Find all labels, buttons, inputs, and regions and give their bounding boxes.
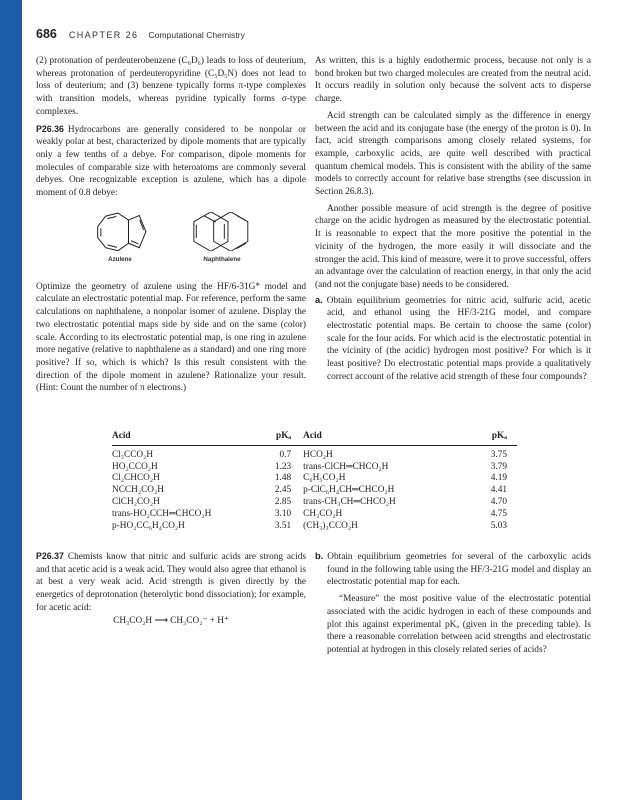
pka-value: 4.41	[490, 485, 507, 496]
acid-name: p-ClC₆H₄CH═CHCO₂H	[303, 485, 395, 496]
acid-name: trans-HO₂CCH═CHCO₂H	[112, 508, 212, 519]
part-b-text: Obtain equilibrium geometries for several of the carboxylic acids found in the following table using the HF/3-21G model and display an electrostatic potential map for each.	[327, 552, 591, 588]
problem-number: P26.37	[36, 551, 64, 561]
problem-text: Chemists know that nitric and sulfuric acids are strong acids and that acetic acid is a weak acid. They would also agree that ethanol is at best a very weak acid. Acid strength is given directly by the energetics of deprotonation (heterolytic bond dissociation); for example, for acetic acid:	[36, 552, 306, 613]
table-header-row	[112, 430, 517, 445]
pka-value: 3.51	[274, 520, 292, 531]
azulene-structure-icon	[87, 212, 153, 251]
azulene-label: Azulene	[108, 256, 132, 264]
naphthalene-structure-icon	[189, 212, 255, 251]
problem-26-36	[36, 123, 306, 200]
left-column	[36, 55, 306, 395]
continued-paragraph: (2) protonation of perdeuterobenzene (C₆D₆) leads to loss of deuterium, whereas protonation of perdeuteropyridine (C₅D₅N) does not lead to loss of deuterium; and (3) benzene typically forms π-type complexes with transition models, whereas pyridine typically forms σ-type complexes.	[36, 56, 306, 117]
deprotonation-equation: CH₃CO₂H ⟶ CH₃CO₂⁻ + H⁺	[113, 615, 229, 626]
part-b	[315, 550, 591, 589]
problem-text: Hydrocarbons are generally considered to be nonpolar or weakly polar at best, characterized by dipole moments that are typically only a few tenths of a debye. For comparison, dipole moments for molecules of comparable size with heteroatoms are commonly several debyes. One recognizable exception is azulene, which has a dipole moment of 0.8 debye:	[36, 124, 306, 199]
problem-26-36-continued: Optimize the geometry of azulene using the HF/6-31G* model and calculate an electrostatic potential map. For reference, perform the same calculations on naphthalene, a nonpolar isomer of azulene. Display the two electrostatic potential maps side by side and on the same (color) scale. According to its electrostatic potential map, is one ring in azulene more negative (relative to naphthalene as a standard) and one ring more positive? If so, which is which? Is this result consistent with the direction of the dipole moment in azulene? Rationalize your result. (Hint: Count the number of π electrons.)	[36, 281, 306, 394]
pka-table	[112, 430, 517, 532]
table-row	[112, 485, 517, 497]
part-a-label: a.	[315, 294, 323, 305]
naphthalene-figure	[189, 212, 255, 267]
pka-value: 2.85	[274, 496, 292, 507]
molecule-figure	[36, 212, 306, 267]
table-row	[112, 521, 517, 533]
part-a	[315, 294, 591, 384]
part-a-text: Obtain equilibrium geometries for nitric acid, sulfuric acid, acetic acid, and ethanol using the HF/3-21G model, and compare electrostatic potential maps. Be certain to choose the same (color) scale for the four acids. For which acid is the electrostatic potential in the vicinity of (the acidic) hydrogen most positive? For which is it least positive? Do electrostatic potential maps provide a qualitatively correct account of the relative acid strength of these four compounds?	[326, 295, 591, 382]
pka-value: 4.19	[490, 473, 507, 484]
right-paragraph-2: Acid strength can be calculated simply as the difference in energy between the acid and its conjugate base (the energy of the proton is 0). In fact, acid strength comparisons among closely related systems, for example, carboxylic acids, are quite well described with practical quantum chemical models. This is consistent with the ability of the same models to correctly account for relative base strengths (see discussion in Section 26.8.3).	[315, 110, 591, 198]
right-paragraph-1: As written, this is a highly endothermic process, because not only is a bond broken but two charged molecules are created from the neutral acid. It occurs readily in solution only because the solvent acts to disperse charge.	[315, 56, 591, 105]
pka-value: 0.7	[279, 449, 292, 460]
acid-name: HO₂CCO₂H	[112, 461, 158, 472]
acid-name: C₆H₅CO₂H	[303, 473, 346, 484]
part-b-label: b.	[315, 551, 324, 561]
acid-name: Cl₂CHCO₂H	[112, 473, 160, 484]
acid-name: trans-CH₃CH═CHCO₂H	[303, 496, 396, 507]
pka-value: 2.45	[274, 485, 292, 496]
page-number: 686	[36, 27, 57, 41]
azulene-figure	[87, 212, 153, 267]
acid-name: p-HO₂CC₆H₄CO₂H	[112, 520, 185, 531]
left-column-bottom	[36, 550, 306, 627]
pka-value: 3.75	[490, 449, 507, 460]
pka-value: 3.10	[274, 508, 292, 519]
running-header	[36, 25, 245, 45]
table-header-acid-2: Acid	[303, 430, 446, 445]
table-header-acid-1: Acid	[112, 430, 256, 445]
acid-name: Cl₃CCO₂H	[112, 449, 154, 460]
pka-value: 4.75	[490, 508, 507, 519]
problem-26-37	[36, 550, 306, 615]
pka-value: 4.70	[490, 496, 507, 507]
chapter-title: Computational Chemistry	[148, 30, 245, 40]
acid-name: NCCH₂CO₂H	[112, 485, 164, 496]
naphthalene-label: Naphthalene	[203, 256, 241, 264]
chapter-label: CHAPTER 26	[68, 30, 139, 40]
table-row	[112, 445, 517, 461]
table-header-pka-1: pKₐ	[256, 430, 303, 445]
table-row	[112, 462, 517, 474]
pka-value: 5.03	[490, 520, 507, 531]
table-row	[112, 509, 517, 521]
right-paragraph-3: Another possible measure of acid strength is the degree of positive charge on the acidic hydrogen as measured by the electrostatic potential. It is reasonable to expect that the more positive the potential in the vicinity of the hydrogen, the more easily it will dissociate and the stronger the acid. This kind of measure, were it to prove successful, offers an advantage over the calculation of reaction energy, in that only the acid (and not the conjugate base) needs to be considered.	[315, 203, 591, 290]
acid-name: trans-ClCH═CHCO₂H	[303, 461, 389, 472]
acid-name: HCO₂H	[303, 449, 333, 460]
table-row	[112, 497, 517, 509]
acid-name: CH₃CO₂H	[303, 508, 343, 519]
pka-value: 1.23	[274, 461, 292, 472]
table-header-pka-2: pKₐ	[446, 430, 517, 445]
right-column	[315, 55, 591, 384]
pka-value: 1.48	[274, 473, 292, 484]
part-b-continued: “Measure” the most positive value of the electrostatic potential associated with the acidic hydrogen in each of these compounds and plot this against experimental pKₐ (given in the preceding table). Is there a reasonable correlation between acid strengths and electrostatic potential at hydrogen in this closely related series of acids?	[327, 594, 591, 655]
pka-value: 3.79	[490, 461, 507, 472]
acid-name: ClCH₂CO₂H	[112, 496, 160, 507]
table-row	[112, 473, 517, 485]
right-column-bottom	[315, 550, 591, 657]
problem-number: P26.36	[36, 123, 64, 134]
acid-name: (CH₃)₃CCO₂H	[303, 520, 358, 531]
blue-side-bar	[0, 0, 22, 800]
